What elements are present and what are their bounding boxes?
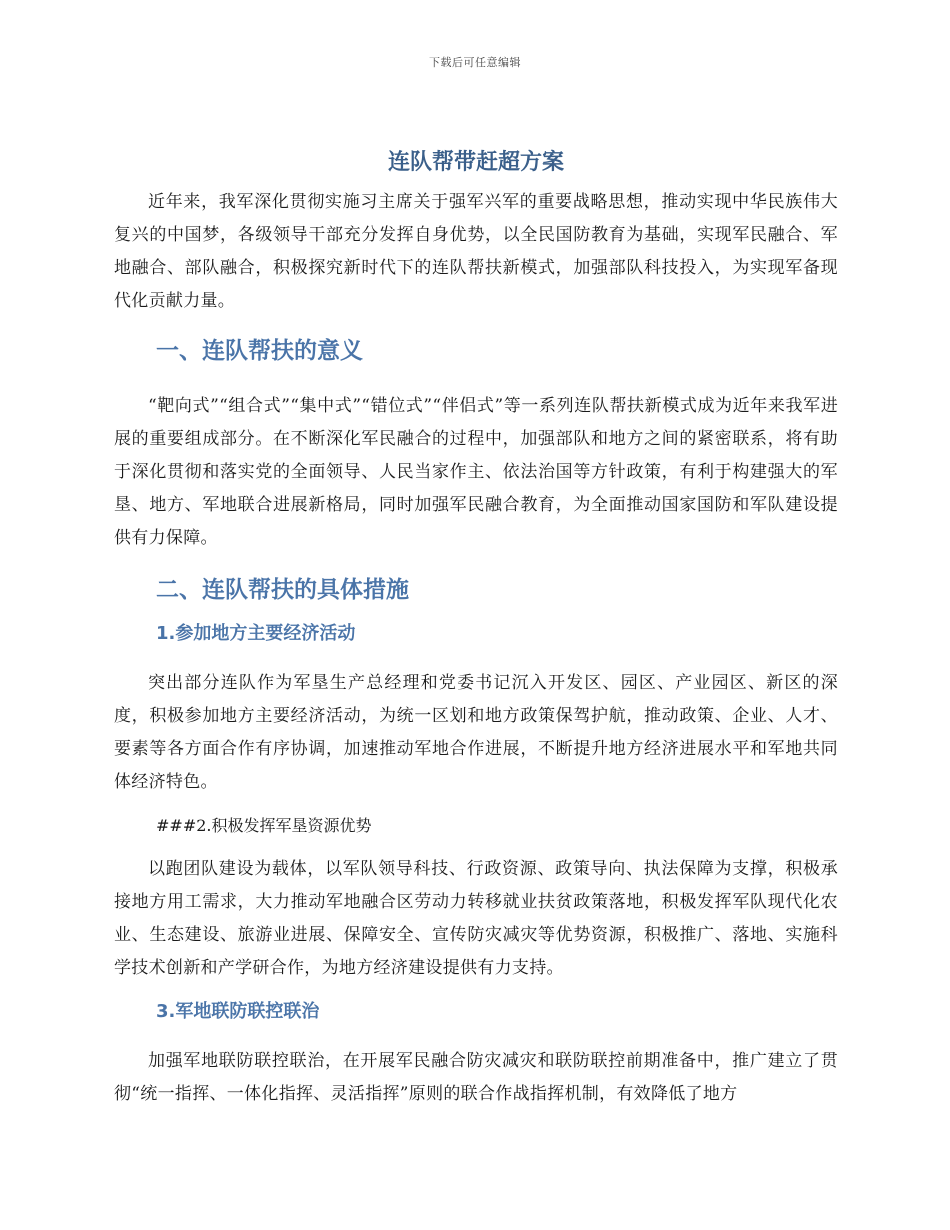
subsection1-paragraph: 突出部分连队作为军垦生产总经理和党委书记沉入开发区、园区、产业园区、新区的深度，积极参加地方主要经济活动，为统一区划和地方政策保驾护航，推动政策、企业、人才、要素等各方面合作有序协调，加速推动军地合作进展，不断提升地方经济进展水平和军地共同体经济特色。 xyxy=(114,673,838,792)
section1-paragraph: “靶向式”“组合式”“集中式”“错位式”“伴侣式”等一系列连队帮扶新模式成为近年来我军进展的重要组成部分。在不断深化军民融合的过程中，加强部队和地方之间的紧密联系，将有助于深化贯彻和落实党的全面领导、人民当家作主、依法治国等方针政策，有利于构建强大的军垦、地方、军地联合进展新格局，同时加强军民融合教育，为全面推动国家国防和军队建设提供有力保障。 xyxy=(114,396,838,548)
subsection2-heading: ###2.积极发挥军垦资源优势 xyxy=(156,816,372,835)
section1-heading: 一、连队帮扶的意义 xyxy=(156,338,363,364)
document-content xyxy=(114,146,838,1111)
subsection1-heading: 1.参加地方主要经济活动 xyxy=(156,623,356,644)
document-title: 连队帮带赶超方案 xyxy=(387,150,564,175)
intro-paragraph: 近年来，我军深化贯彻实施习主席关于强军兴军的重要战略思想，推动实现中华民族伟大复兴的中国梦，各级领导干部充分发挥自身优势，以全民国防教育为基础，实现军民融合、军地融合、部队融合，积极探究新时代下的连队帮扶新模式，加强部队科技投入，为实现军备现代化贡献力量。 xyxy=(114,192,838,311)
section2-heading: 二、连队帮扶的具体措施 xyxy=(156,577,409,603)
subsection2-paragraph: 以跑团队建设为载体，以军队领导科技、行政资源、政策导向、执法保障为支撑，积极承接地方用工需求，大力推动军地融合区劳动力转移就业扶贫政策落地，积极发挥军队现代化农业、生态建设、旅游业进展、保障安全、宣传防灾减灾等优势资源，积极推广、落地、实施科学技术创新和产学研合作，为地方经济建设提供有力支持。 xyxy=(114,859,838,978)
subsection3-paragraph: 加强军地联防联控联治，在开展军民融合防灾减灾和联防联控前期准备中，推广建立了贯彻“统一指挥、一体化指挥、灵活指挥”原则的联合作战指挥机制，有效降低了地方 xyxy=(114,1051,838,1104)
header-note: 下载后可任意编辑 xyxy=(429,56,521,69)
subsection3-heading: 3.军地联防联控联治 xyxy=(156,1001,320,1022)
